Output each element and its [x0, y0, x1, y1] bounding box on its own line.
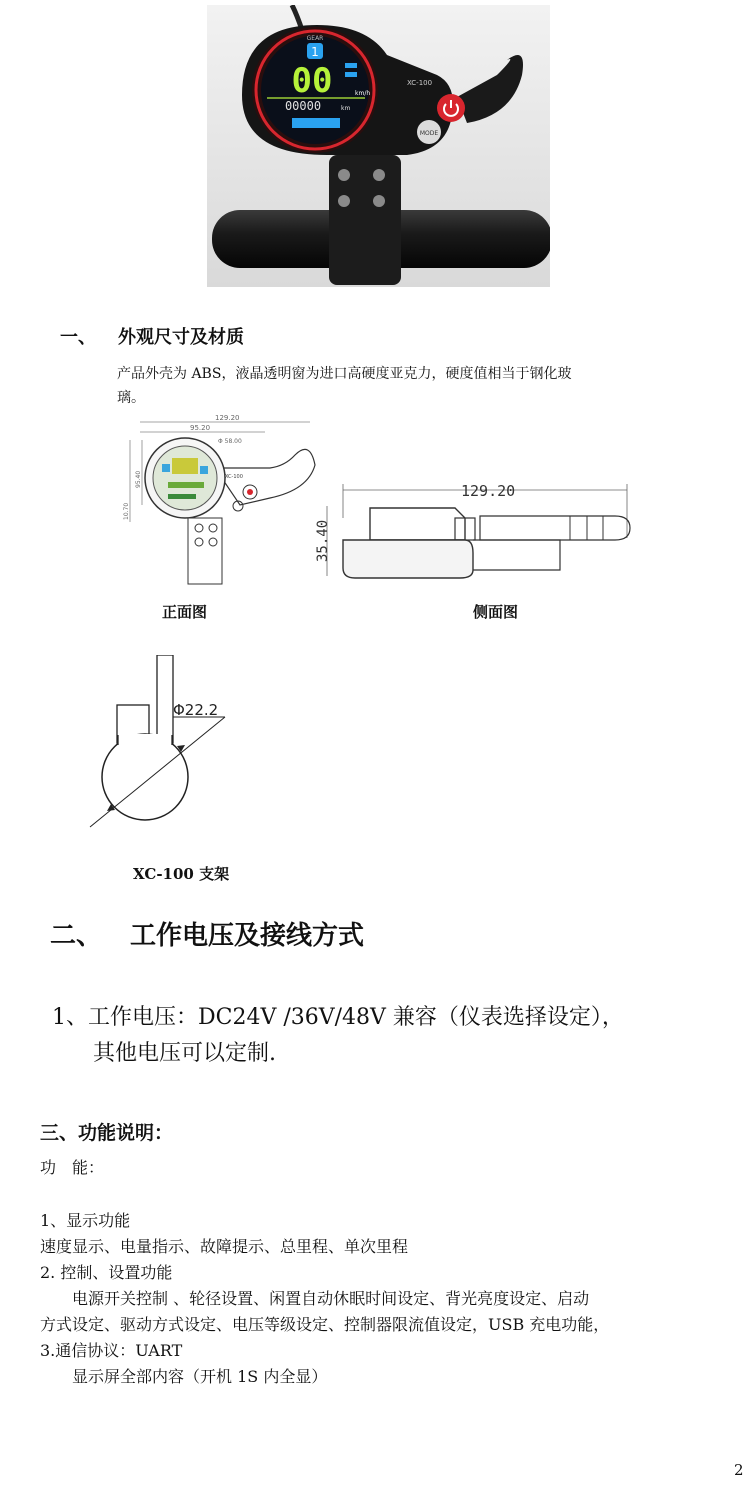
- section1-line1: 产品外壳为 ABS，液晶透明窗为进口高硬度亚克力，硬度值相当于钢化玻: [117, 366, 572, 382]
- gear-tag: GEAR: [306, 35, 324, 42]
- section1-paragraph: [117, 362, 717, 410]
- side-view-drawing: [315, 478, 645, 588]
- display-device-illustration: [207, 5, 550, 287]
- front-view-caption: 正面图: [162, 603, 208, 621]
- voltage-line1: 1、工作电压：DC24V /36V/48V 兼容（仪表选择设定），: [52, 1005, 624, 1030]
- speed-unit: km/h: [355, 90, 371, 97]
- section3-heading: 三、功能说明：: [40, 1122, 174, 1144]
- front-dim-height: 10.70: [123, 502, 130, 520]
- front-dim-height2: 95.40: [135, 470, 142, 488]
- front-dim-diameter: Φ 58.00: [218, 438, 242, 445]
- item2-title: 2. 控制、设置功能: [40, 1263, 173, 1282]
- odo-unit: km: [341, 105, 351, 112]
- item2-body-line1: 电源开关控制 、轮径设置、闲置自动休眠时间设定、背光亮度设定、启动: [40, 1289, 590, 1308]
- speed-readout: 00: [291, 61, 333, 101]
- side-dim-height: 35.40: [315, 519, 331, 562]
- side-view-caption: 侧面图: [473, 603, 519, 621]
- item1-body: 速度显示、电量指示、故障提示、总里程、单次里程: [40, 1237, 409, 1256]
- item3-title: 3.通信协议：UART: [40, 1341, 183, 1360]
- front-dim-inner: 95.20: [190, 424, 211, 432]
- page-number: 2: [734, 1461, 744, 1479]
- front-dim-width: 129.20: [215, 414, 240, 422]
- odometer-readout: 00000: [284, 99, 322, 113]
- section2-heading: [50, 915, 364, 952]
- voltage-block: [52, 1000, 624, 1072]
- mode-label: MODE: [419, 130, 439, 137]
- section2-number: 二、: [50, 921, 103, 951]
- section2-title: 工作电压及接线方式: [130, 921, 365, 951]
- section1-number: 一、: [60, 327, 96, 348]
- item3-body: 显示屏全部内容（开机 1S 内全显）: [40, 1367, 328, 1386]
- bracket-diameter: Φ22.2: [173, 701, 219, 719]
- voltage-line2: 其他电压可以定制.: [93, 1041, 276, 1066]
- section1-title: 外观尺寸及材质: [118, 327, 244, 348]
- section1-heading: [60, 323, 244, 349]
- model-label: XC-100: [407, 79, 433, 87]
- function-label: 功 能：: [40, 1158, 105, 1177]
- bracket-drawing: [85, 655, 245, 835]
- bracket-caption: XC-100 支架: [133, 865, 230, 883]
- front-view-drawing: [120, 410, 320, 590]
- gear-badge: 1: [311, 45, 319, 59]
- item1-title: 1、显示功能: [40, 1211, 131, 1230]
- product-photo: [207, 5, 550, 287]
- item2-body-line2: 方式设定、驱动方式设定、电压等级设定、控制器限流值设定，USB 充电功能，: [40, 1315, 610, 1334]
- battery-bar-icon: [292, 118, 340, 128]
- front-model-label: XC-100: [225, 474, 243, 480]
- section1-line2: 璃。: [117, 390, 145, 406]
- side-dim-width: 129.20: [461, 482, 516, 500]
- function-list: [40, 1208, 745, 1390]
